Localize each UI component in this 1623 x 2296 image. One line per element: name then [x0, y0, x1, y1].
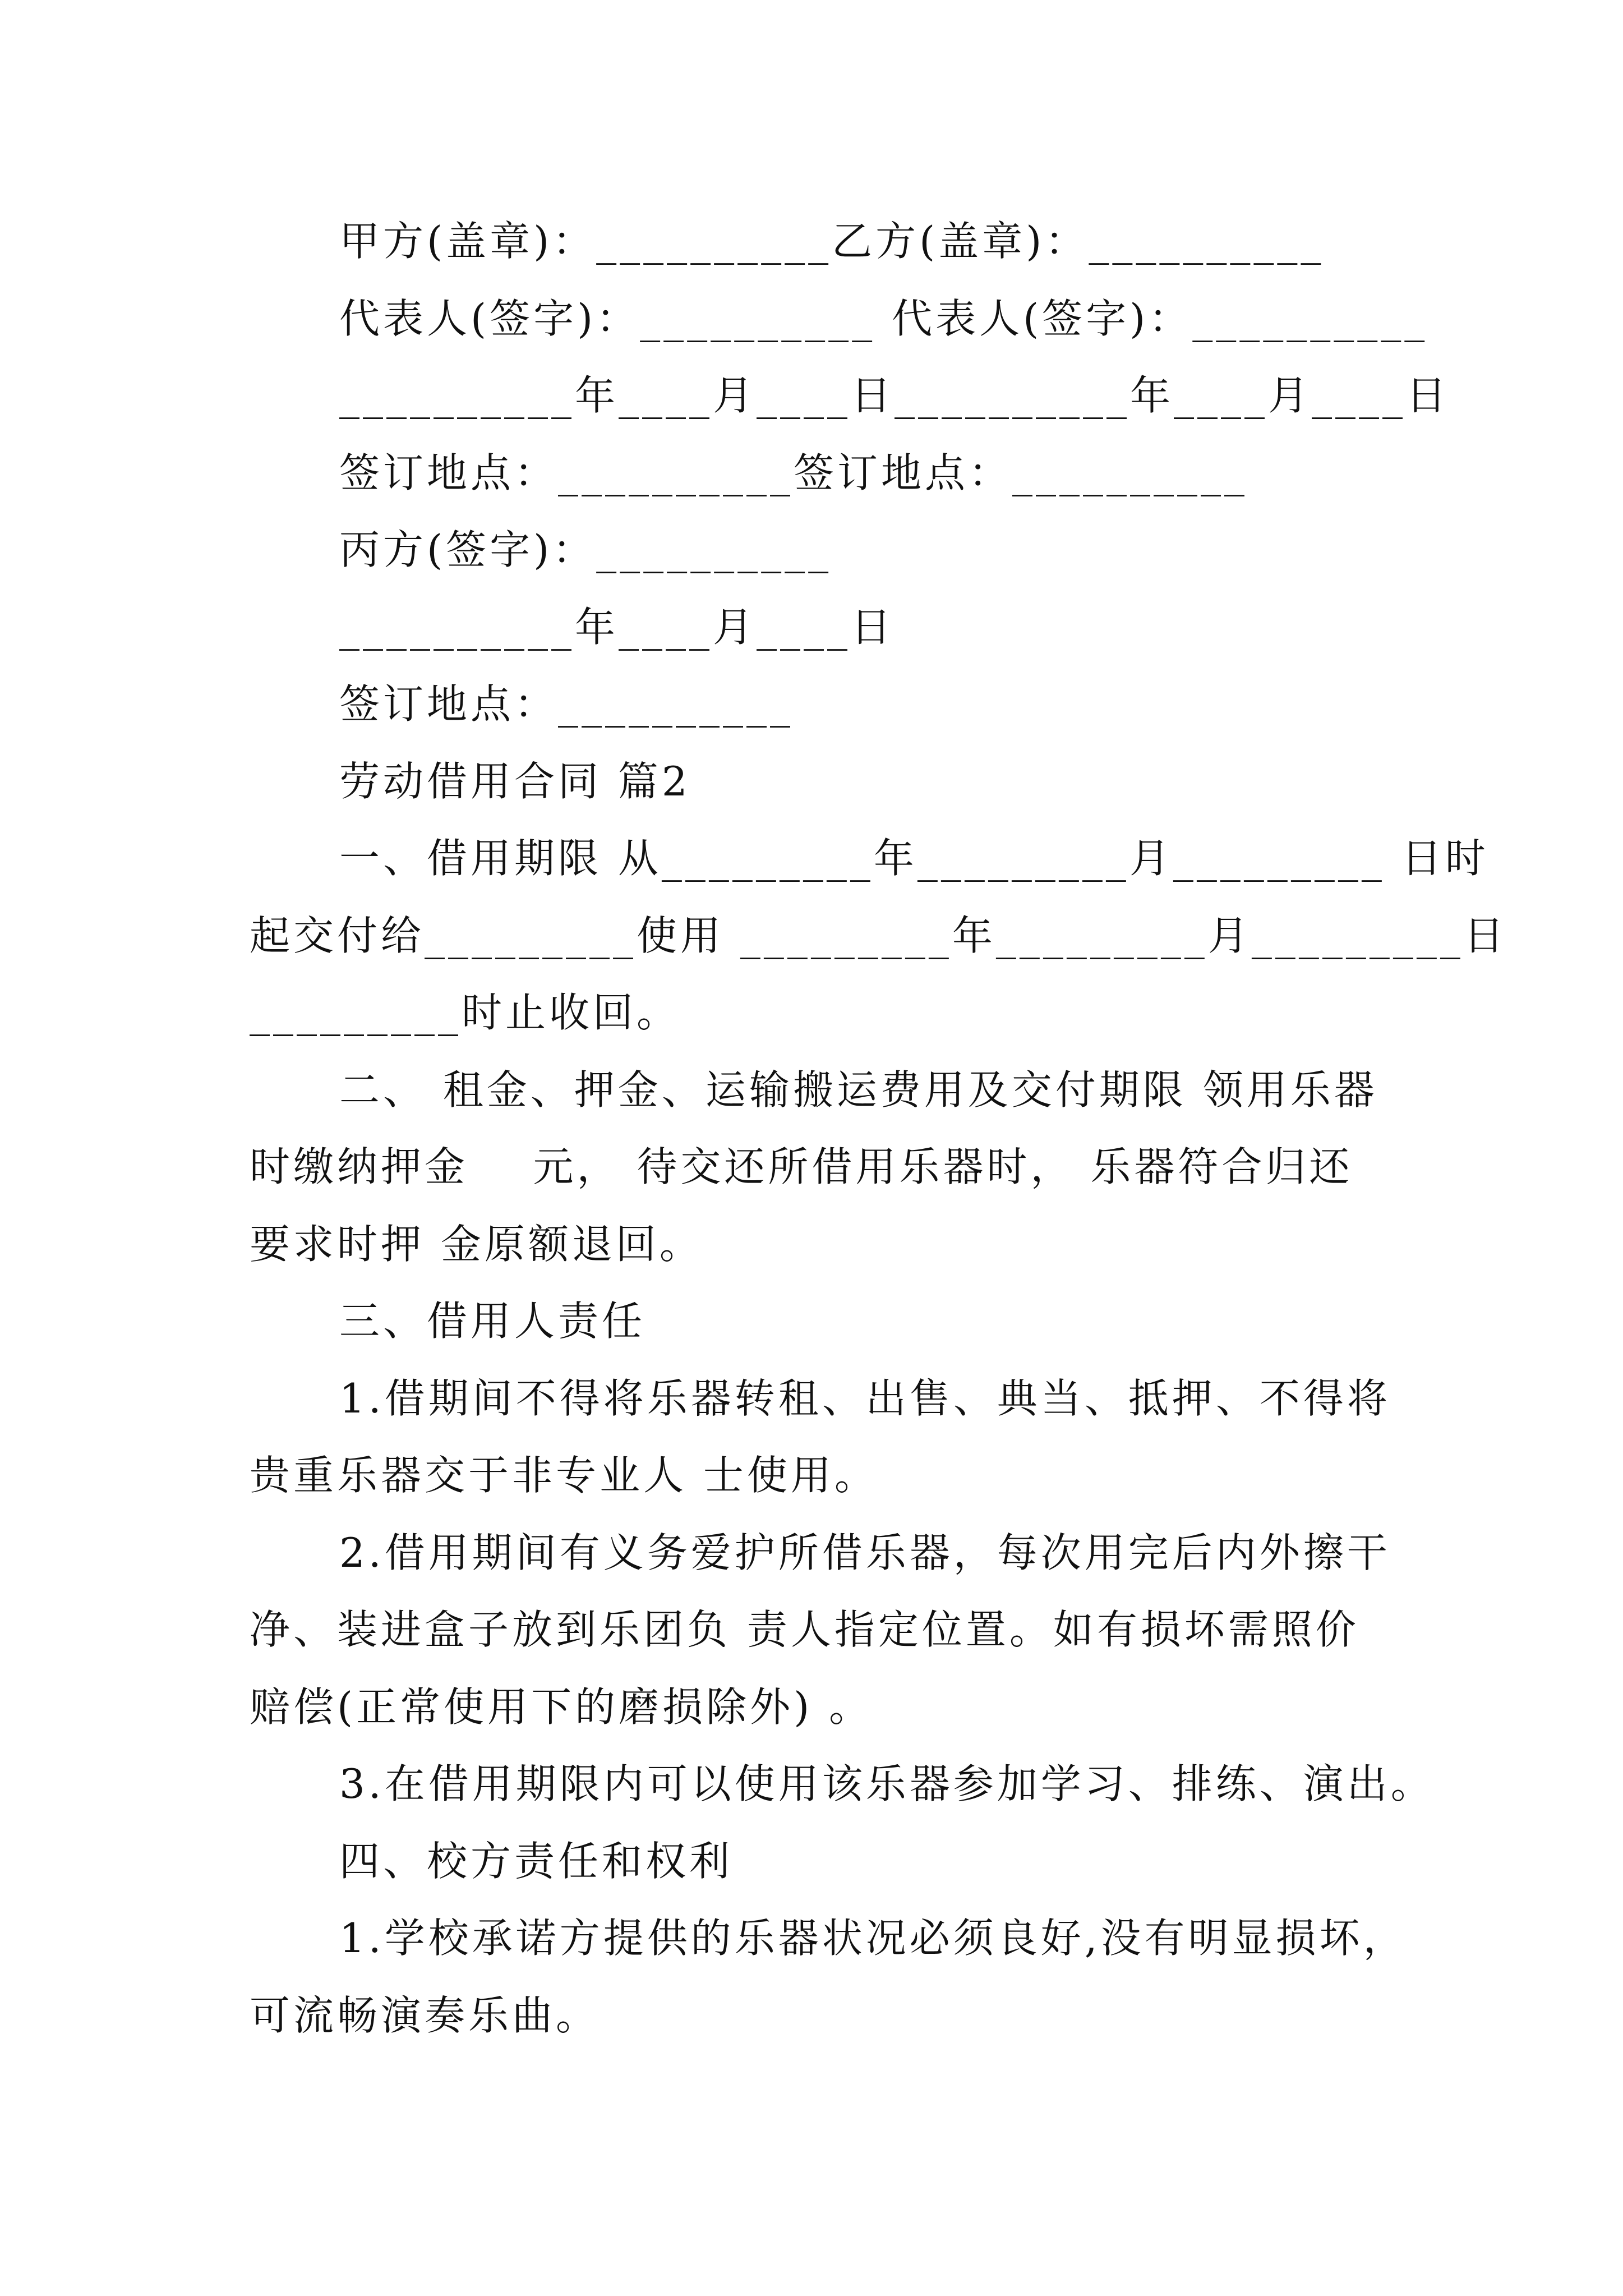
party-c-date-line: __________年____月____日 [339, 604, 895, 651]
party-c-signature-line: 丙方(签字)：__________ [339, 526, 832, 573]
paragraph-line: 赔偿(正常使用下的磨损除外) 。 [250, 1683, 873, 1731]
paragraph-line: 1.学校承诺方提供的乐器状况必须良好,没有明显损坏， [339, 1915, 1407, 1962]
paragraph-line: 贵重乐器交于非专业人 士使用。 [250, 1452, 878, 1499]
paragraph-line: 时缴纳押金 元， 待交还所借用乐器时， 乐器符合归还 [250, 1143, 1353, 1190]
paragraph-line: _________时止收回。 [250, 989, 681, 1036]
party-a-b-seal-line: 甲方(盖章)：__________乙方(盖章)：__________ [339, 218, 1325, 265]
paragraph-line: 二、 租金、押金、运输搬运费用及交付期限 领用乐器 [339, 1066, 1378, 1114]
paragraph-line: 1.借期间不得将乐器转租、出售、典当、抵押、不得将 [339, 1375, 1391, 1422]
paragraph-line: 起交付给_________使用 _________年_________月_________日 [250, 912, 1507, 959]
section-heading: 四、校方责任和权利 [339, 1838, 734, 1885]
paragraph-line: 可流畅演奏乐曲。 [250, 1992, 600, 2039]
paragraph-line: 净、装进盒子放到乐团负 责人指定位置。如有损坏需照价 [250, 1606, 1359, 1653]
section-heading: 三、借用人责任 [339, 1297, 646, 1345]
signing-place-line: 签订地点：__________签订地点：__________ [339, 449, 1248, 496]
paragraph-line: 3.在借用期限内可以使用该乐器参加学习、排练、演出。 [339, 1760, 1435, 1807]
contract-heading: 劳动借用合同 篇2 [339, 758, 691, 805]
paragraph-line: 一、借用期限 从_________年_________月_________ 日时 [339, 835, 1489, 882]
party-c-signing-place-line: 签订地点：__________ [339, 680, 794, 728]
representative-signature-line: 代表人(签字)：__________ 代表人(签字)：__________ [339, 295, 1428, 342]
date-line: __________年____月____日__________年____月____日 [339, 372, 1450, 419]
paragraph-line: 2.借用期间有义务爱护所借乐器，每次用完后内外擦干 [339, 1529, 1391, 1576]
paragraph-line: 要求时押 金原额退回。 [250, 1221, 703, 1268]
